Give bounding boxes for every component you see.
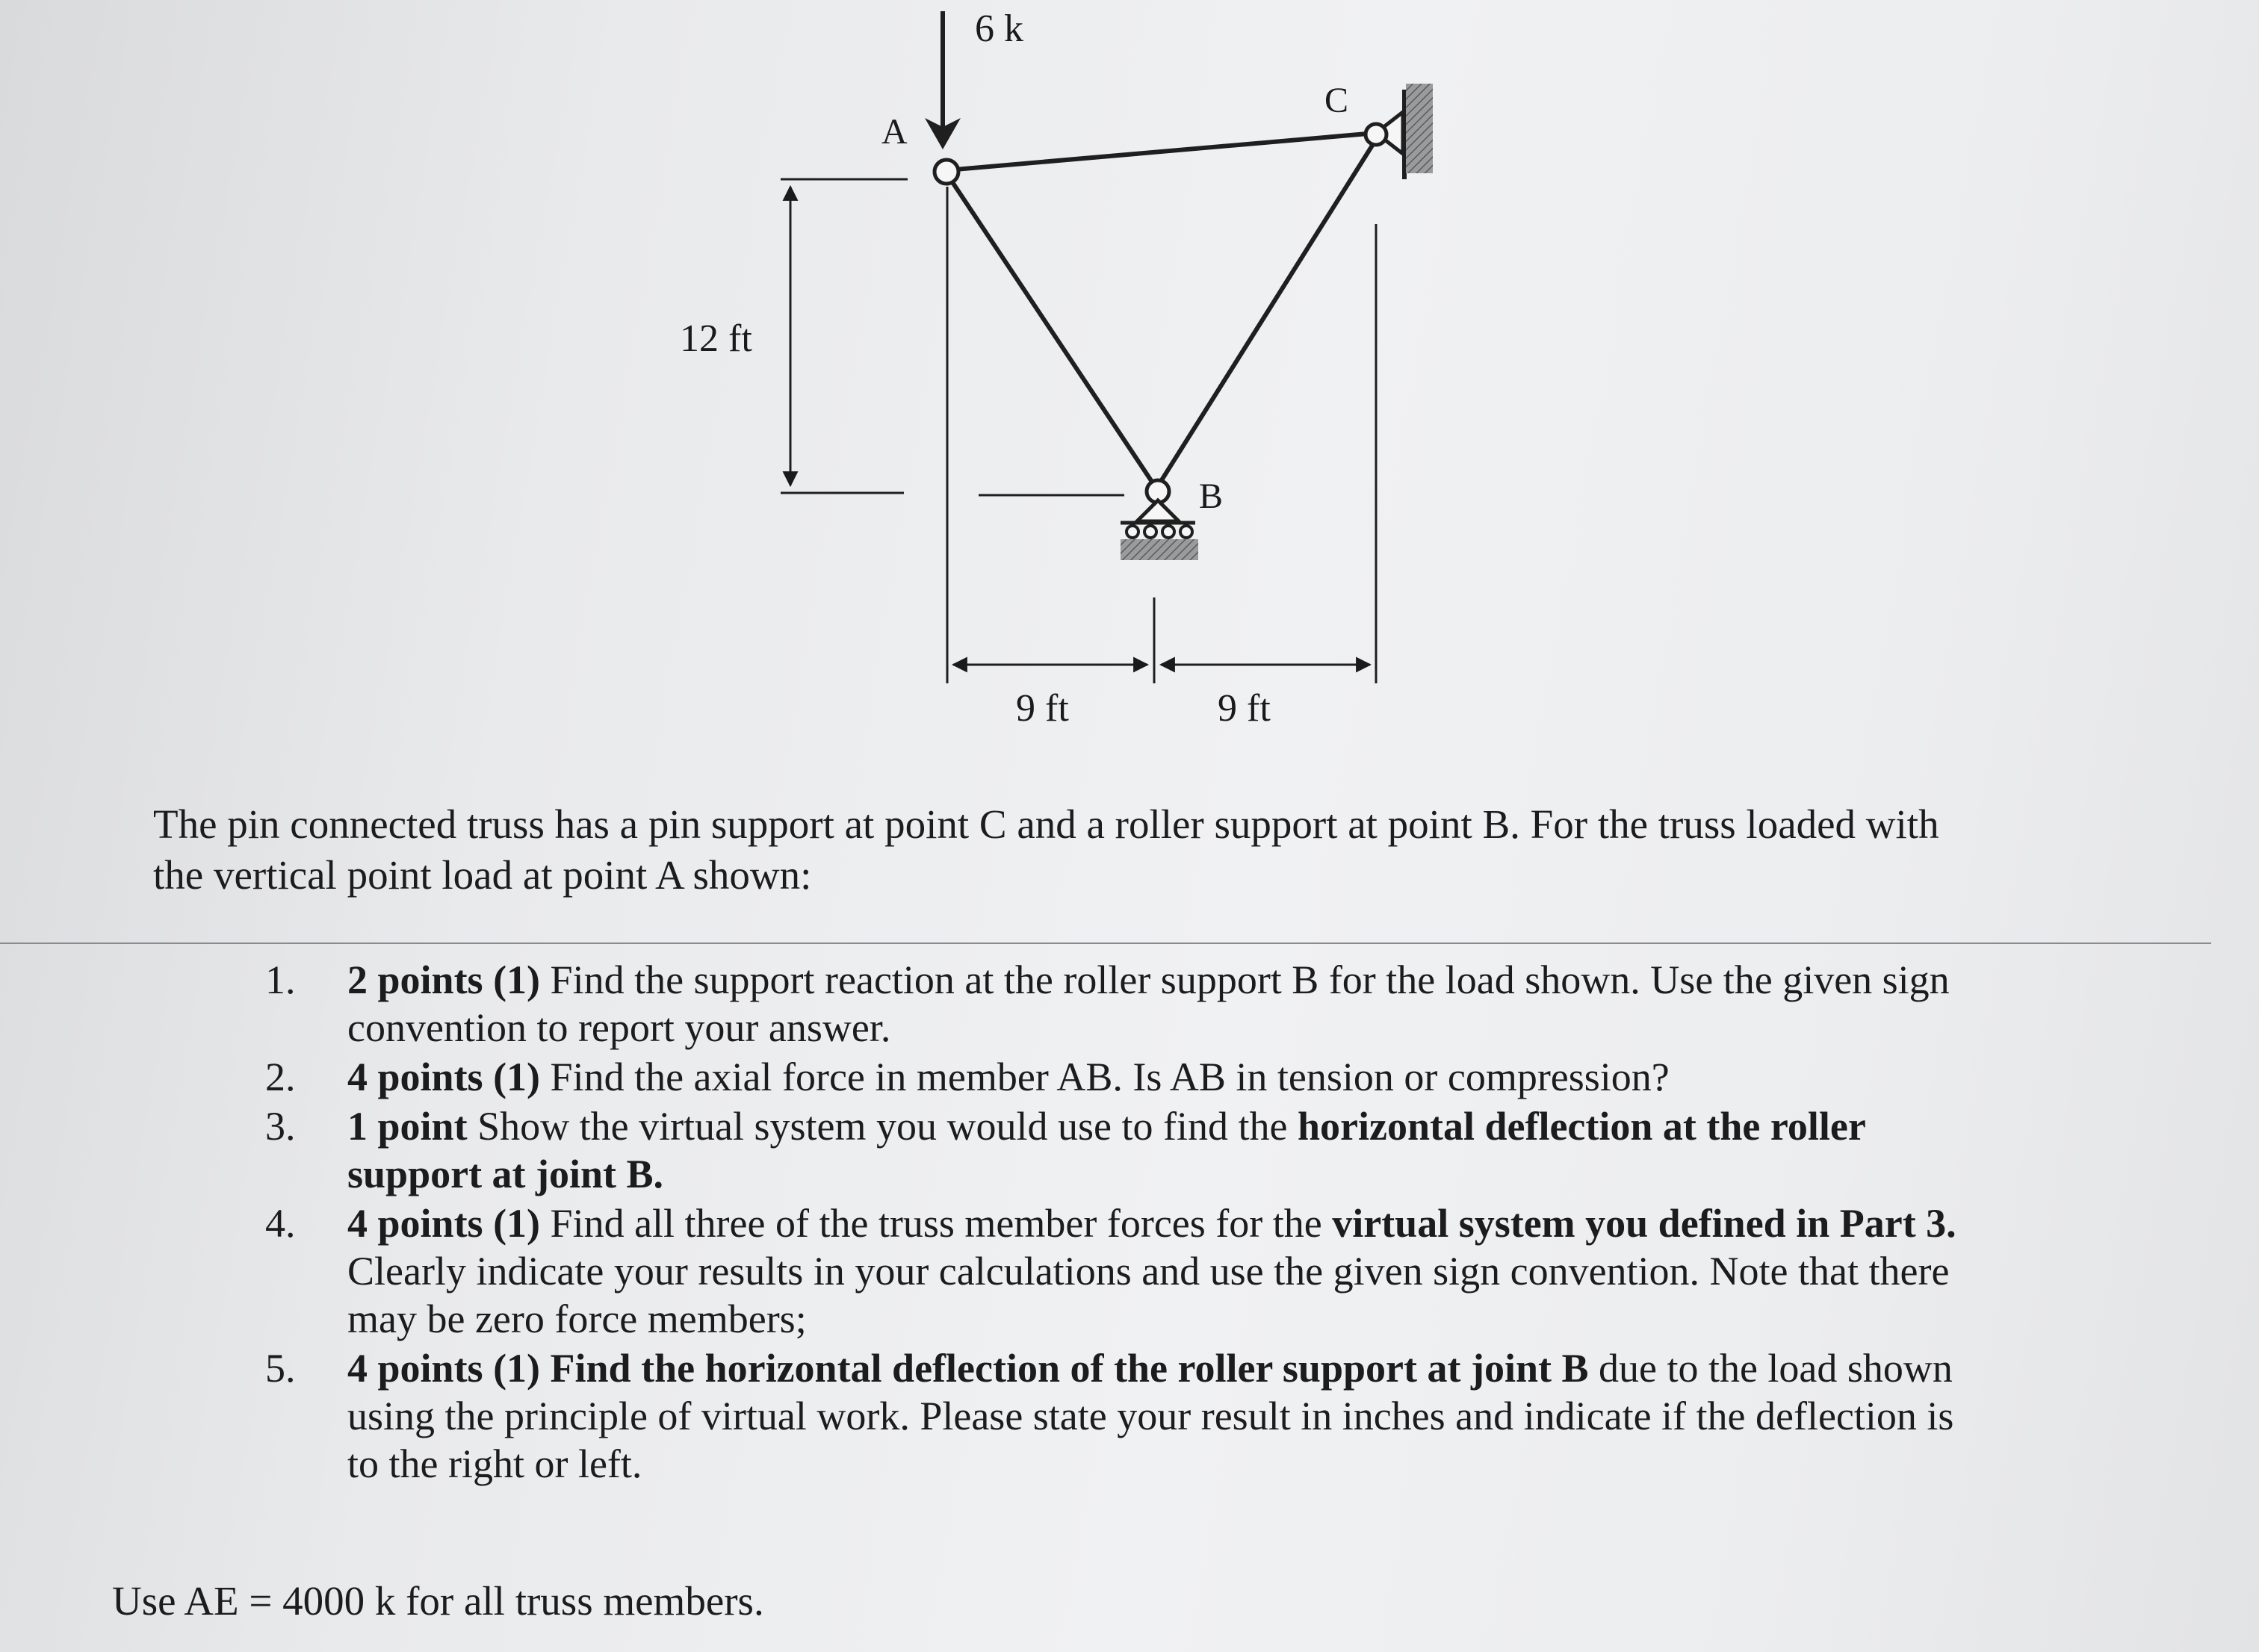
question-bold-text: 4 points (1) [347, 1201, 541, 1246]
span-left-label: 9 ft [1016, 687, 1069, 730]
span-right-label: 9 ft [1218, 687, 1271, 730]
question-number: 4. [265, 1201, 296, 1246]
given-data-note: Use AE = 4000 k for all truss members. [112, 1578, 764, 1624]
question-item [265, 1344, 1961, 1488]
member-bc [1156, 136, 1378, 488]
question-number: 3. [265, 1104, 296, 1149]
joint-a-pin [935, 160, 958, 184]
question-item [265, 1053, 1961, 1101]
question-bold-text: 2 points (1) [347, 957, 541, 1002]
divider [0, 943, 2211, 944]
question-bold-text: horizontal deflection at the roller support at joint B. [347, 1104, 1865, 1196]
question-text: Find all three of the truss member forces for the [540, 1201, 1333, 1246]
member-ab [946, 173, 1156, 488]
roller-support-b [1121, 480, 1198, 560]
load-label: 6 k [975, 7, 1023, 50]
pin-support-c [1366, 84, 1433, 179]
question-text: Find the axial force in member AB. Is AB in tension or compression? [540, 1055, 1670, 1099]
question-bold-text: virtual system you defined in Part 3. [1332, 1201, 1956, 1246]
question-text: Show the virtual system you would use to find the [467, 1104, 1298, 1149]
member-ac [946, 133, 1376, 170]
truss-diagram [0, 0, 2259, 747]
question-bold-text: 1 point [347, 1104, 468, 1149]
height-label: 12 ft [680, 317, 752, 360]
question-number: 2. [265, 1055, 296, 1099]
question-item [265, 1199, 1961, 1343]
problem-statement: The pin connected truss has a pin support at point C and a roller support at point B. For the truss loaded with the vertical point load at point A shown: [153, 801, 1939, 898]
question-bold-text: 4 points (1) Find the horizontal deflection of the roller support at joint B [347, 1346, 1589, 1391]
joint-c-label: C [1324, 81, 1349, 120]
question-number: 1. [265, 957, 296, 1002]
span-dimension [947, 187, 1376, 683]
joint-b-label: B [1199, 476, 1224, 516]
height-dimension [781, 179, 1124, 495]
question-item [265, 956, 1961, 1052]
question-list [265, 956, 1961, 1489]
joint-a-label: A [881, 112, 908, 152]
question-text: due to the load shown using the principle of virtual work. Please state your result in inches and indicate if the deflection is to the right or left. [347, 1346, 1954, 1486]
question-text: Find the support reaction at the roller support B for the load shown. Use the given sign convention to report your answer. [347, 957, 1950, 1050]
question-number: 5. [265, 1346, 296, 1391]
question-item [265, 1102, 1961, 1198]
question-bold-text: 4 points (1) [347, 1055, 541, 1099]
question-text: Clearly indicate your results in your calculations and use the given sign convention. Note that there may be zero force members; [347, 1249, 1950, 1341]
